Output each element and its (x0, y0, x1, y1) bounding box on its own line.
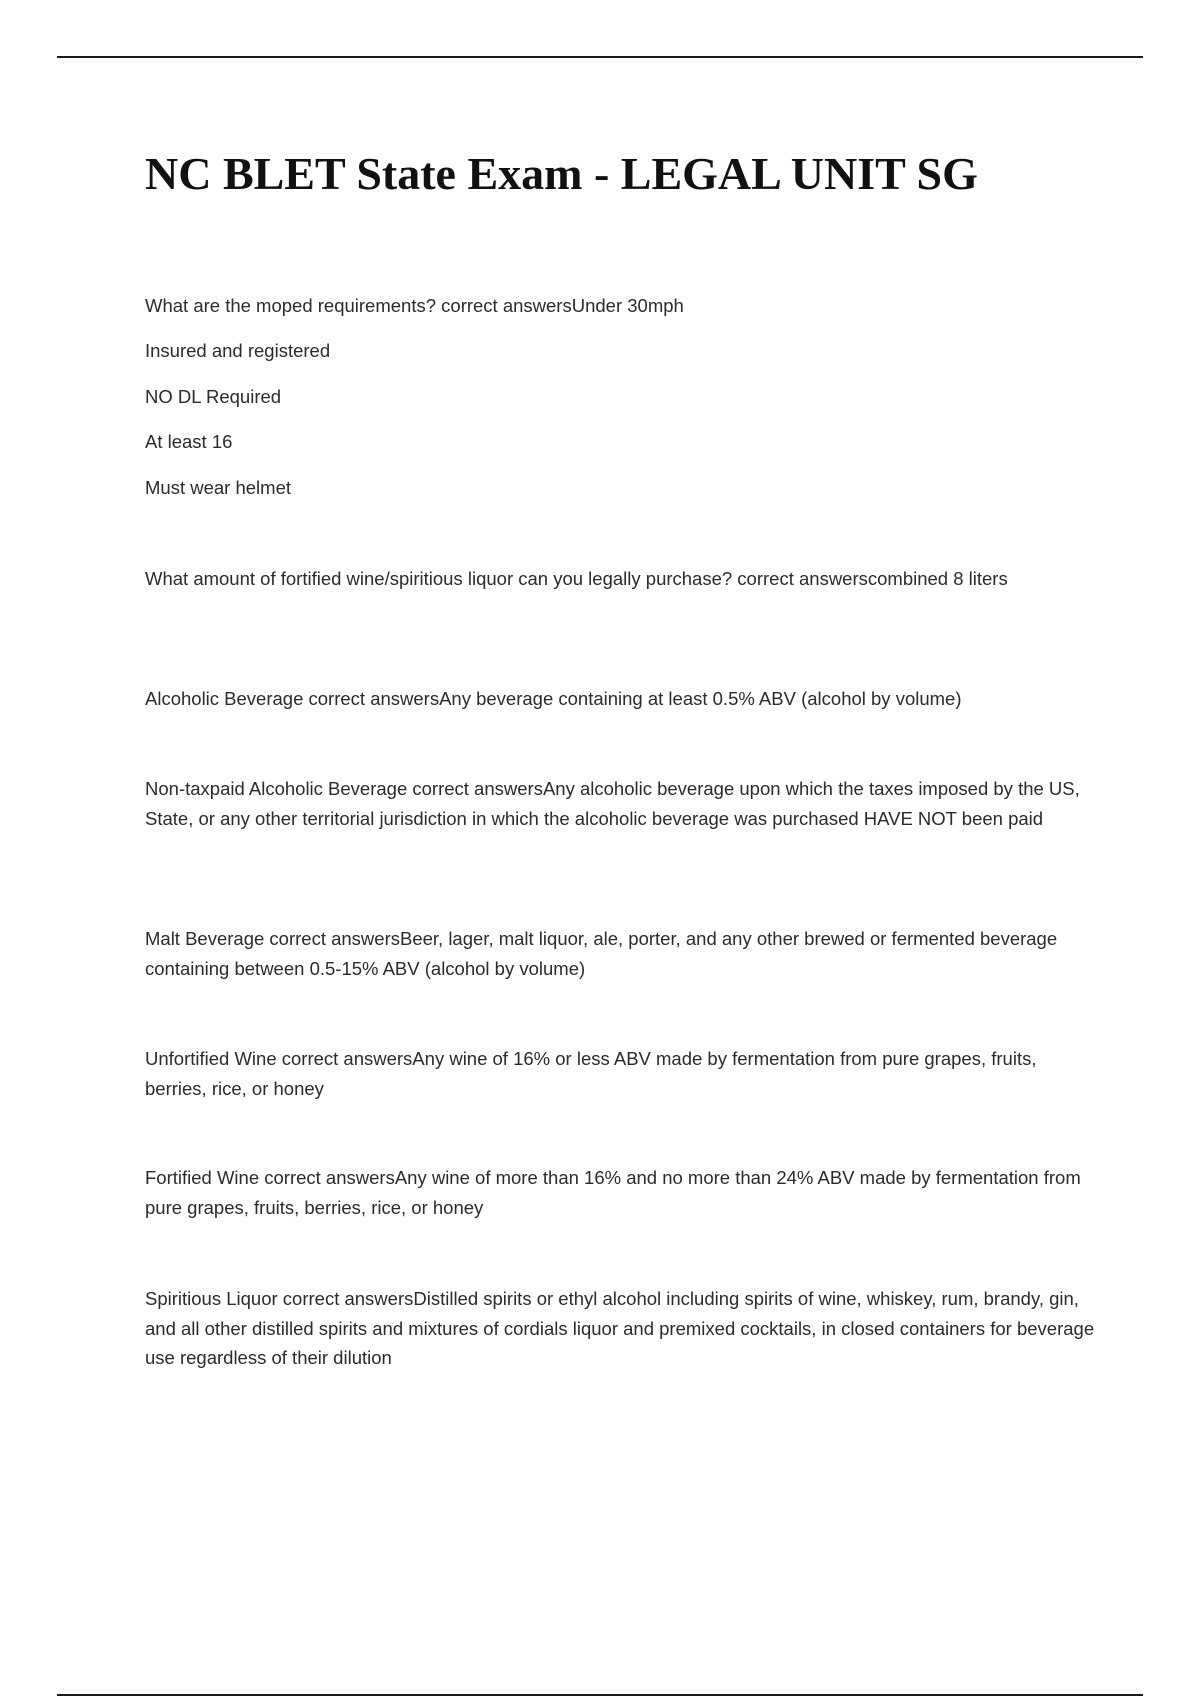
answer-line-age: At least 16 (145, 431, 233, 452)
page-title: NC BLET State Exam - LEGAL UNIT SG (145, 148, 978, 199)
term-spiritious-liquor: Spiritious Liquor correct answersDistilled spirits or ethyl alcohol including spirits of wine, whiskey, rum, brandy, gin, and all other distilled spirits and mixtures of cordials liquor and premixed cocktails, in closed containers for beverage use regardless of their dilution (145, 1288, 1095, 1368)
answer-line-no-dl: NO DL Required (145, 386, 282, 407)
top-rule (57, 56, 1143, 58)
term-unfortified-wine: Unfortified Wine correct answersAny wine of 16% or less ABV made by fermentation from pure grapes, fruits, berries, rice, or honey (145, 1048, 1037, 1099)
term-fortified-wine: Fortified Wine correct answersAny wine of more than 16% and no more than 24% ABV made by fermentation from pure grapes, fruits, berries, rice, or honey (145, 1167, 1081, 1218)
question-fortified-amount: What amount of fortified wine/spiritious liquor can you legally purchase? correct answerscombined 8 liters (145, 568, 1008, 589)
answer-line-insured: Insured and registered (145, 340, 331, 361)
bottom-rule (57, 1694, 1143, 1696)
term-malt-beverage: Malt Beverage correct answersBeer, lager, malt liquor, ale, porter, and any other brewed or fermented beverage containing between 0.5-15% ABV (alcohol by volume) (145, 928, 1058, 979)
term-alcoholic-beverage: Alcoholic Beverage correct answersAny beverage containing at least 0.5% ABV (alcohol by volume) (145, 688, 962, 709)
term-non-taxpaid: Non-taxpaid Alcoholic Beverage correct answersAny alcoholic beverage upon which the taxes imposed by the US, State, or any other territorial jurisdiction in which the alcoholic beverage was purchased HAVE NOT been paid (145, 778, 1080, 829)
answer-line-helmet: Must wear helmet (145, 477, 291, 498)
question-moped: What are the moped requirements? correct answersUnder 30mph (145, 295, 684, 316)
